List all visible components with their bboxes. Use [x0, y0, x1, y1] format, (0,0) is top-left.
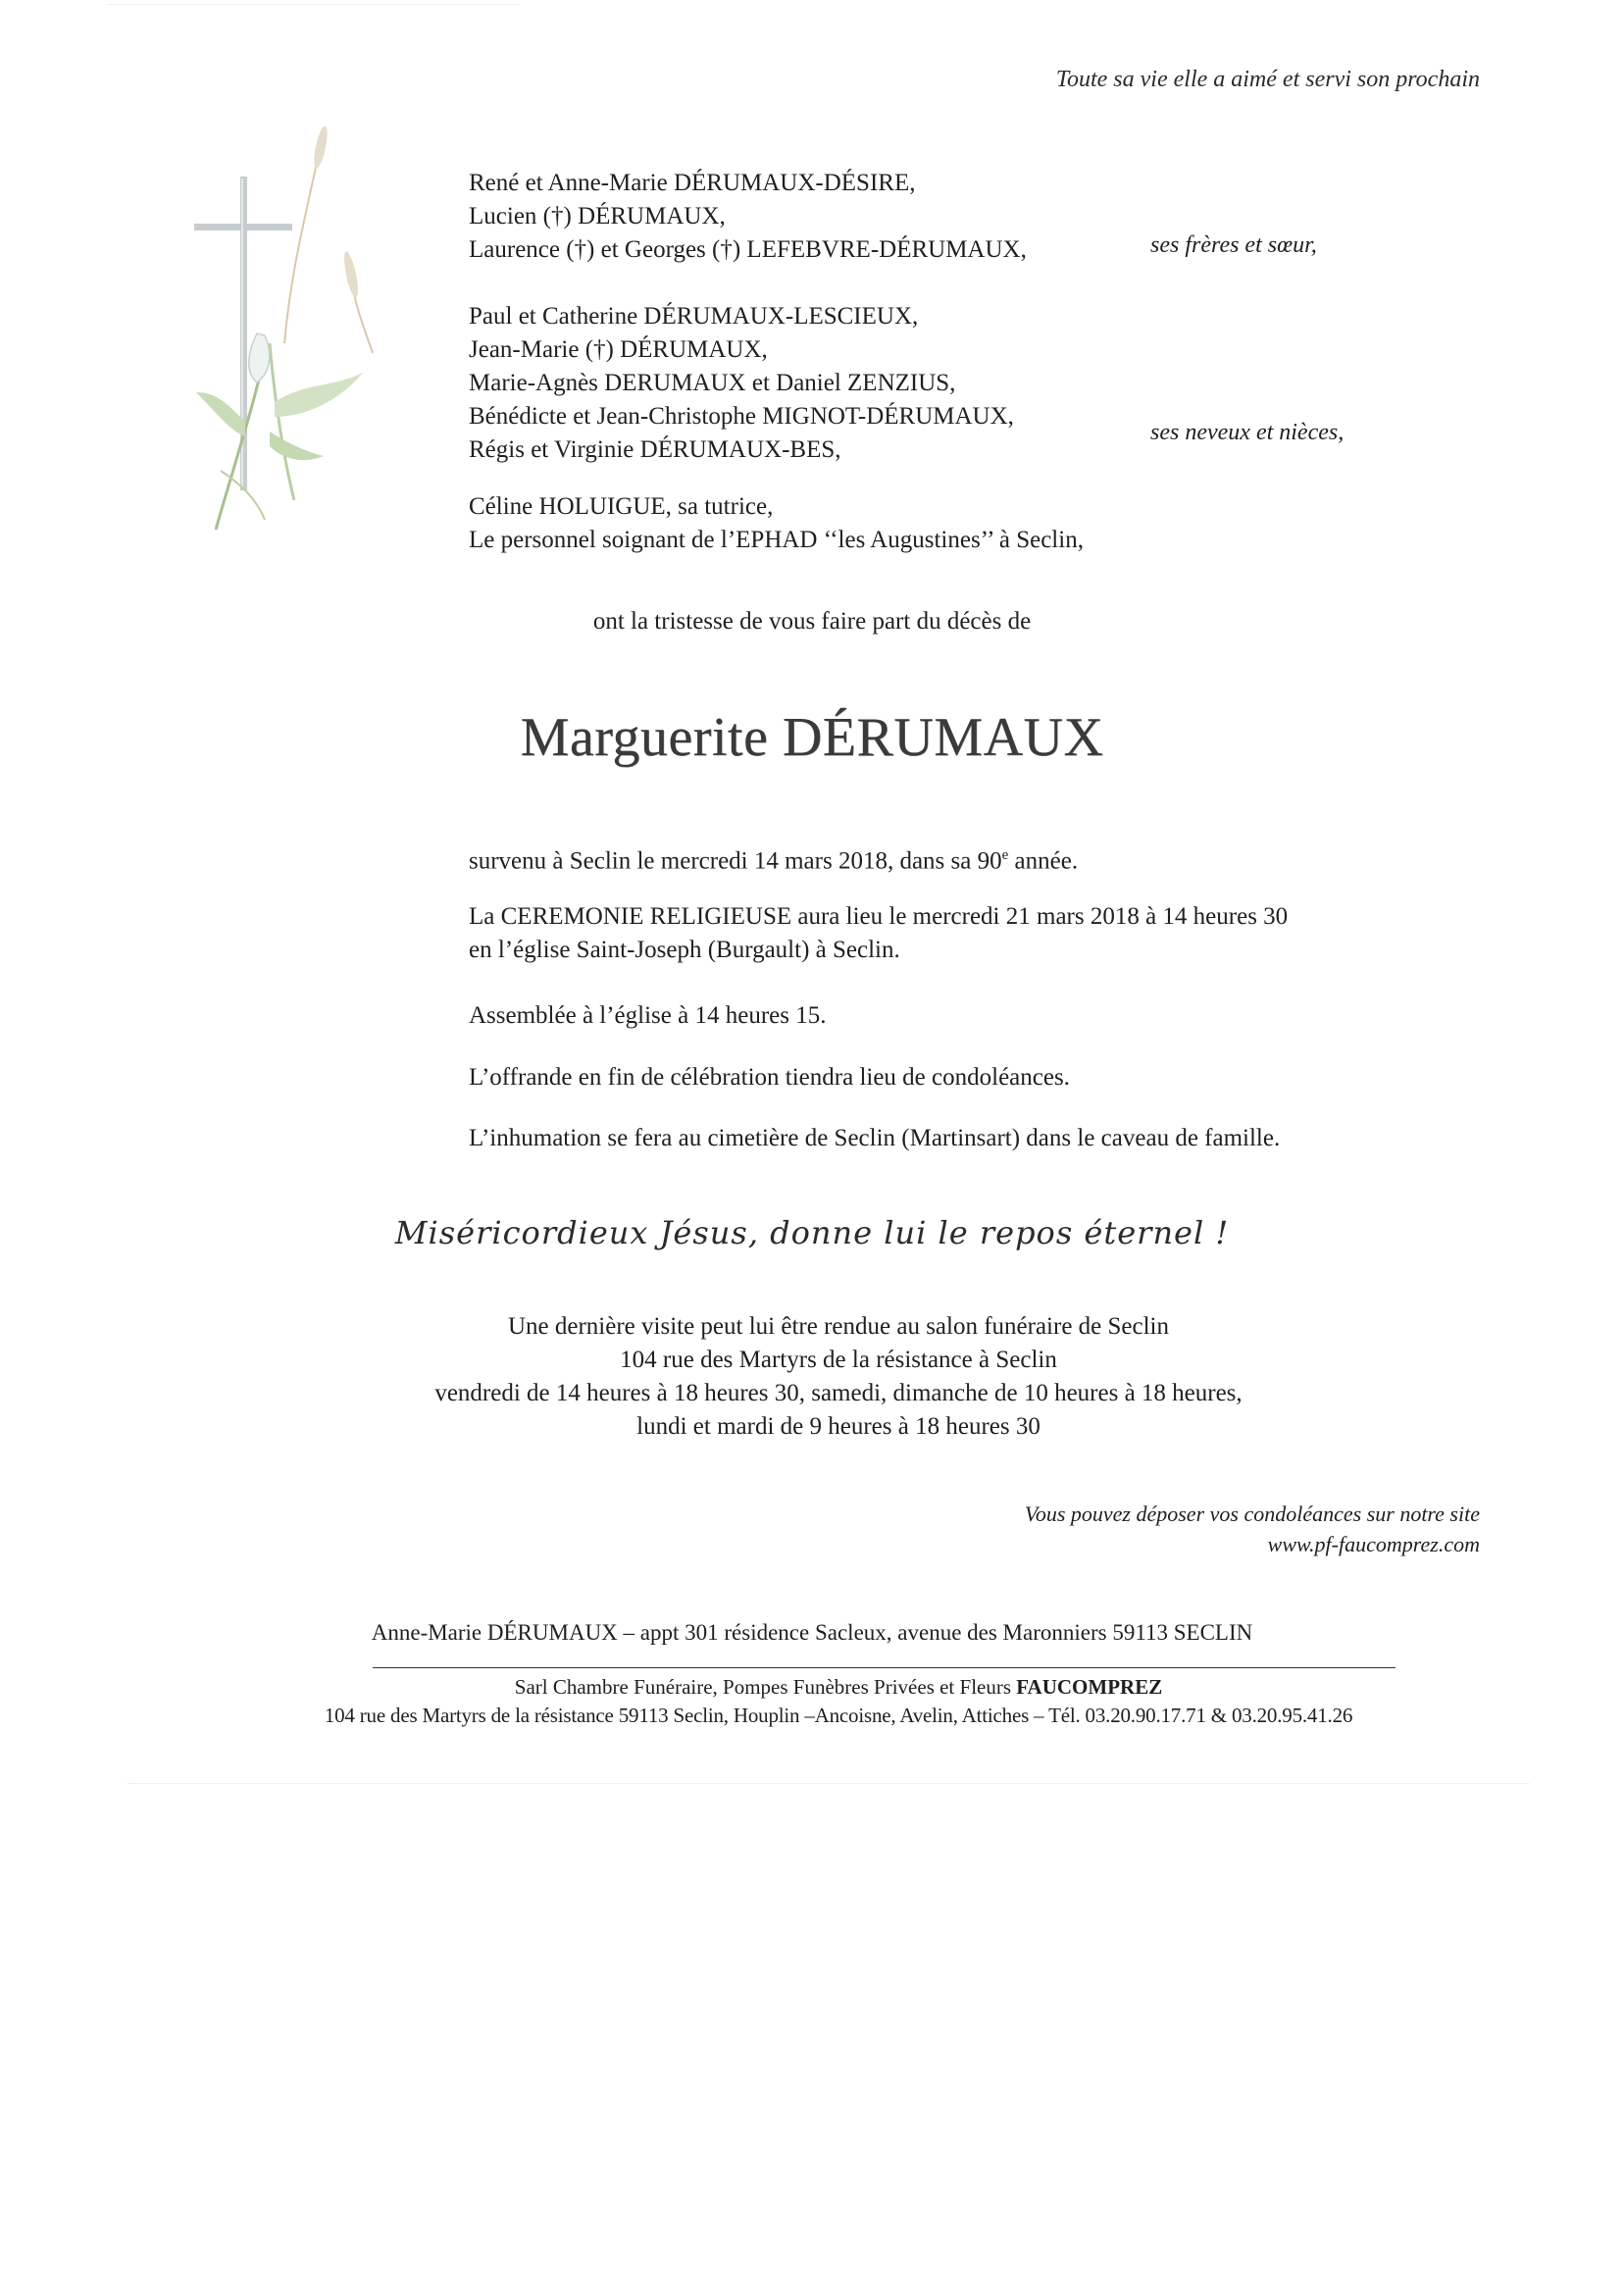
visit-line: vendredi de 14 heures à 18 heures 30, samedi, dimanche de 10 heures à 18 heures,	[434, 1380, 1243, 1406]
ceremony-line: La CEREMONIE RELIGIEUSE aura lieu le mercredi 21 mars 2018 à 14 heures 30	[469, 903, 1289, 930]
announcement-intro: ont la tristesse de vous faire part du décès de	[592, 608, 1032, 635]
nephews-group	[469, 300, 1014, 467]
cross-lily-illustration	[177, 108, 392, 559]
scan-mark-bottom	[127, 1783, 1530, 1784]
family-line: Paul et Catherine DÉRUMAUX-LESCIEUX,	[469, 303, 919, 330]
deceased-name: Marguerite DÉRUMAUX	[520, 707, 1104, 768]
family-line: René et Anne-Marie DÉRUMAUX-DÉSIRE,	[469, 170, 916, 196]
visit-line: lundi et mardi de 9 heures à 18 heures 30	[636, 1413, 1040, 1440]
family-line: Céline HOLUIGUE, sa tutrice,	[469, 493, 774, 520]
wheat-icon	[284, 125, 373, 353]
offering-details: L’offrande en fin de célébration tiendra lieu de condoléances.	[469, 1064, 1070, 1091]
family-line: Lucien (†) DÉRUMAUX,	[469, 203, 726, 229]
footer-divider	[373, 1667, 1396, 1668]
footer-brand: FAUCOMPREZ	[1016, 1675, 1163, 1699]
death-details	[469, 839, 1078, 878]
condolences-text: Vous pouvez déposer vos condoléances sur notre site	[1024, 1502, 1480, 1526]
footer-line-2: 104 rue des Martyrs de la résistance 59113 Seclin, Houplin –Ancoisne, Avelin, Attiches – Tél. 03.20.90.17.71 & 03.20.95.41.26	[324, 1704, 1353, 1727]
prayer: Miséricordieux Jésus, donne lui le repos éternel !	[394, 1214, 1230, 1251]
footer-company: Sarl Chambre Funéraire, Pompes Funèbres Privées et Fleurs	[514, 1675, 1017, 1699]
family-line: Laurence (†) et Georges (†) LEFEBVRE-DÉRUMAUX,	[469, 236, 1027, 263]
family-address: Anne-Marie DÉRUMAUX – appt 301 résidence Sacleux, avenue des Maronniers 59113 SECLIN	[371, 1620, 1253, 1645]
visit-line: 104 rue des Martyrs de la résistance à Seclin	[620, 1347, 1057, 1373]
ceremony-line: en l’église Saint-Joseph (Burgault) à Seclin.	[469, 937, 900, 963]
family-line: Bénédicte et Jean-Christophe MIGNOT-DÉRUMAUX,	[469, 403, 1014, 430]
visit-line: Une dernière visite peut lui être rendue au salon funéraire de Seclin	[507, 1313, 1170, 1340]
death-ordinal: e	[1001, 847, 1009, 863]
condolences-note	[1025, 1499, 1480, 1559]
visit-info	[0, 1310, 1624, 1444]
burial-details: L’inhumation se fera au cimetière de Seclin (Martinsart) dans le caveau de famille.	[469, 1125, 1281, 1151]
family-line: Le personnel soignant de l’EPHAD ‘‘les Augustines’’ à Seclin,	[469, 527, 1084, 553]
siblings-group	[469, 167, 1027, 267]
footer-line-1	[53, 1673, 1624, 1702]
family-line: Jean-Marie (†) DÉRUMAUX,	[469, 336, 768, 363]
family-line: Marie-Agnès DERUMAUX et Daniel ZENZIUS,	[469, 370, 956, 396]
ceremony-details	[469, 900, 1288, 967]
nephews-relation: ses neveux et nièces,	[1150, 420, 1345, 445]
lily-icon	[196, 333, 363, 530]
death-text: survenu à Seclin le mercredi 14 mars 2018, dans sa 90	[469, 847, 1002, 875]
family-line: Régis et Virginie DÉRUMAUX-BES,	[469, 436, 841, 463]
assembly-details: Assemblée à l’église à 14 heures 15.	[469, 1002, 827, 1029]
death-text-end: année.	[1008, 847, 1079, 875]
website-link[interactable]: www.pf-faucomprez.com	[1267, 1532, 1480, 1556]
others-group	[469, 490, 1084, 557]
scan-mark-top	[108, 4, 520, 5]
funeral-home-footer	[0, 1673, 1624, 1730]
epigraph: Toute sa vie elle a aimé et servi son prochain	[1055, 67, 1480, 92]
siblings-relation: ses frères et sœur,	[1150, 232, 1317, 258]
